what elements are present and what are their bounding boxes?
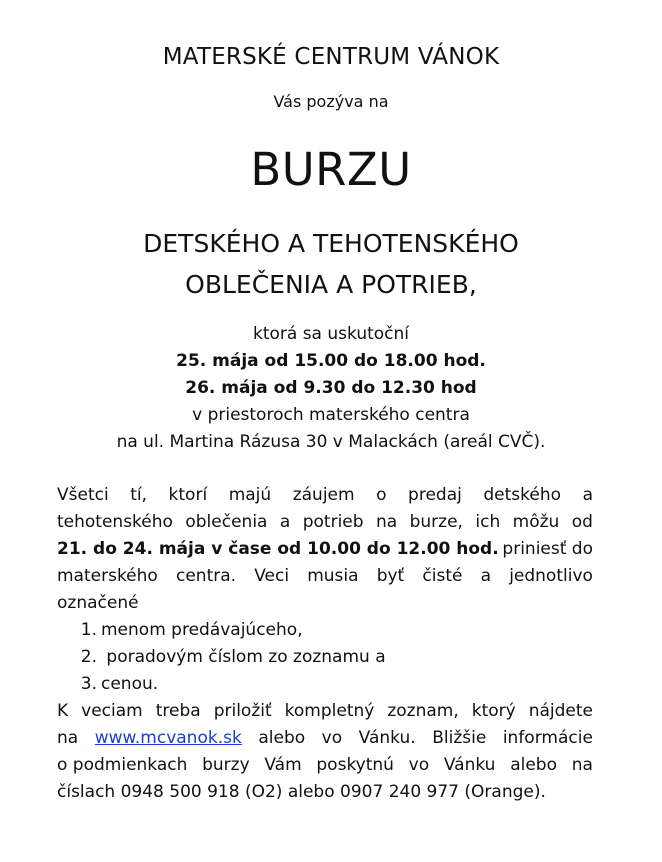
event-date-2: 26. mája od 9.30 do 12.30 hod — [185, 378, 477, 398]
word: Vám — [264, 755, 302, 775]
website-link[interactable]: www.mcvanok.sk — [94, 728, 242, 748]
submission-paragraph — [57, 482, 593, 617]
word: Všetci — [57, 485, 109, 505]
list-item-number: 3. — [80, 674, 97, 694]
word: ich — [475, 512, 501, 532]
para1-line-4 — [57, 563, 593, 590]
invite-text: Vás pozýva na — [273, 92, 389, 111]
word: zoznam, — [387, 701, 459, 721]
event-date-1: 25. mája od 15.00 do 18.00 hod. — [176, 351, 486, 371]
word: potrieb — [302, 512, 364, 532]
word: o podmienkach — [57, 755, 188, 775]
para2-line-2-prefix: na — [57, 728, 79, 748]
para2-line-2 — [57, 725, 593, 752]
word: K — [57, 701, 69, 721]
word: treba — [155, 701, 201, 721]
word: ktorí — [168, 485, 208, 505]
word: môžu — [512, 512, 560, 532]
word: Bližšie — [432, 728, 487, 748]
word: vo — [408, 755, 430, 775]
labeling-list — [57, 617, 386, 698]
word: a — [582, 485, 593, 505]
list-item — [57, 644, 386, 671]
word: poskytnú — [316, 755, 394, 775]
para1-line-3 — [57, 536, 593, 563]
para2-line-1 — [57, 698, 593, 725]
word: o — [376, 485, 387, 505]
word: musia — [307, 566, 359, 586]
para2-line-4: číslach 0948 500 918 (O2) alebo 0907 240 977 (Orange). — [57, 782, 546, 802]
event-place-2: na ul. Martina Rázusa 30 v Malackách (areál CVČ). — [116, 432, 546, 452]
event-subtitle-line-2: OBLEČENIA A POTRIEB, — [185, 270, 477, 299]
event-subtitle-line-1: DETSKÉHO A TEHOTENSKÉHO — [143, 229, 519, 258]
word: byť — [376, 566, 405, 586]
list-item-number: 2. — [80, 647, 97, 667]
word: informácie — [502, 728, 593, 748]
word: centra. — [175, 566, 237, 586]
list-item-number: 1. — [80, 620, 97, 640]
word: na — [571, 755, 593, 775]
list-item-text: poradovým číslom zo zoznamu a — [101, 647, 386, 667]
word: majú — [228, 485, 272, 505]
word: tí, — [130, 485, 148, 505]
list-item — [57, 671, 386, 698]
word: materského — [57, 566, 158, 586]
word: tehotenského — [57, 512, 173, 532]
word: jednotlivo — [509, 566, 593, 586]
word: detského — [483, 485, 562, 505]
word: vo — [321, 728, 343, 748]
list-item — [57, 617, 386, 644]
para1-line-2 — [57, 509, 593, 536]
word: nájdete — [528, 701, 593, 721]
details-intro: ktorá sa uskutoční — [252, 324, 410, 344]
word: veciam — [81, 701, 143, 721]
para2-line-3 — [57, 752, 593, 779]
word: a — [480, 566, 492, 586]
word: kompletný — [284, 701, 375, 721]
para1-line-5: označené — [57, 593, 139, 613]
word: burze, — [409, 512, 463, 532]
word: Veci — [254, 566, 290, 586]
word: alebo — [510, 755, 557, 775]
word: záujem — [292, 485, 355, 505]
word: ktorý — [471, 701, 516, 721]
word: na — [375, 512, 398, 532]
word: alebo — [258, 728, 306, 748]
list-item-text: cenou. — [101, 674, 159, 694]
submission-dates-rest: priniesť do — [502, 539, 593, 559]
word: čisté — [422, 566, 463, 586]
word: oblečenia — [185, 512, 268, 532]
word: priložiť — [213, 701, 272, 721]
word: burzy — [202, 755, 250, 775]
info-paragraph — [57, 698, 593, 806]
submission-dates: 21. do 24. mája v čase od 10.00 do 12.00 hod. — [57, 539, 499, 559]
list-item-text: menom predávajúceho, — [101, 620, 303, 640]
word: a — [279, 512, 291, 532]
word: predaj — [408, 485, 462, 505]
word: Vánku — [443, 755, 496, 775]
organization-name: MATERSKÉ CENTRUM VÁNOK — [162, 44, 500, 70]
para1-line-1 — [57, 482, 593, 509]
word: Vánku. — [358, 728, 416, 748]
word: od — [571, 512, 593, 532]
event-place-1: v priestoroch materského centra — [192, 405, 470, 425]
event-title: BURZU — [250, 143, 412, 196]
